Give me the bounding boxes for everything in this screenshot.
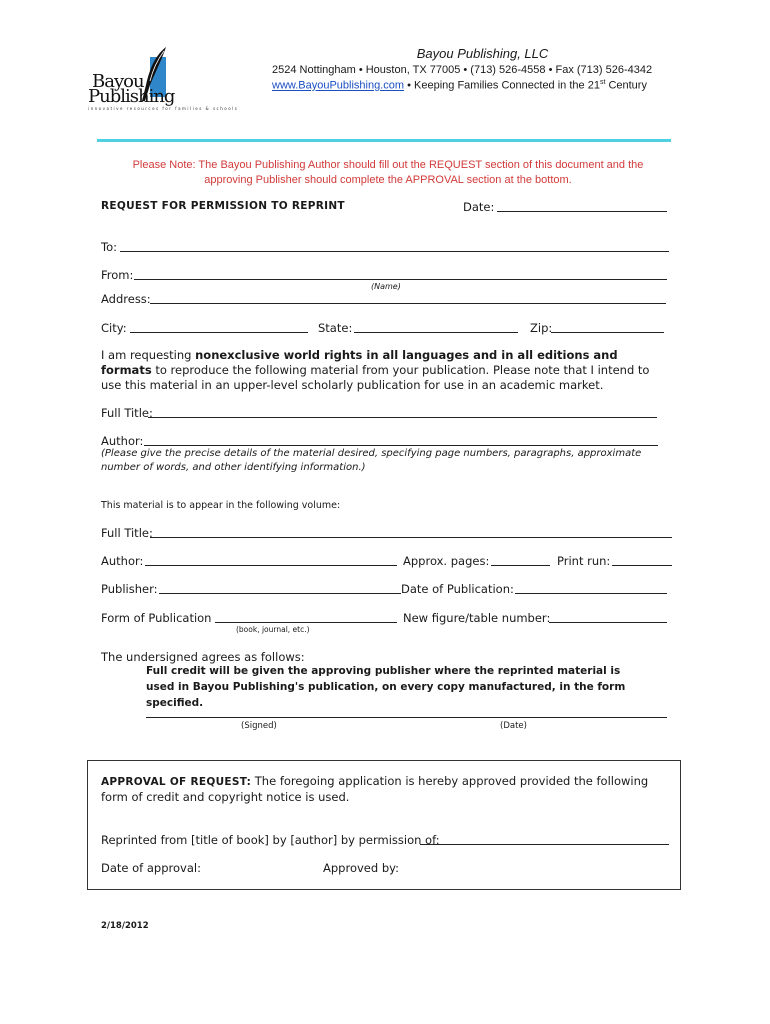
full-title-field[interactable] [148, 417, 657, 418]
form-pub-field[interactable] [215, 622, 397, 623]
approval-text: The foregoing application is hereby approved provided the following form of credit and copyright notice is used. [101, 774, 649, 804]
footer-date: 2/18/2012 [101, 921, 149, 931]
approval-paragraph [101, 774, 666, 805]
date-pub-label: Date of Publication: [401, 582, 514, 596]
zip-label: Zip: [530, 321, 553, 335]
vol-author-field[interactable] [145, 565, 397, 566]
publisher-label: Publisher: [101, 582, 158, 596]
print-run-label: Print run: [557, 554, 611, 568]
request-title: REQUEST FOR PERMISSION TO REPRINT [101, 200, 345, 212]
name-hint: (Name) [371, 282, 401, 291]
para-pre: I am requesting [101, 348, 196, 362]
para-post: to reproduce the following material from your publication. Please note that I intend to use this material in an upper-level scholarly publication for use in an academic market. [101, 363, 650, 392]
state-field[interactable] [354, 332, 518, 333]
slogan-sup: st [599, 79, 606, 86]
logo-tagline: innovative resources for families & schools [88, 106, 239, 111]
vol-author-label: Author: [101, 554, 144, 568]
credit-text: Full credit will be given the approving publisher where the reprinted material is used in Bayou Publishing's publication, on every copy manufactured, in the form specified. [146, 665, 626, 709]
date-approval-label: Date of approval: [101, 861, 201, 875]
website-line [272, 79, 647, 92]
para-bold: nonexclusive world rights in all languages and in all editions and formats [101, 348, 618, 377]
from-label: From: [101, 268, 134, 282]
approx-pages-field[interactable] [491, 565, 550, 566]
form-pub-label: Form of Publication [101, 611, 212, 625]
details-hint: (Please give the precise details of the material desired, specifying page numbers, paragraphs, approximate number of words, and other identifying information.) [101, 448, 642, 473]
address-label: Address: [101, 292, 151, 306]
vol-full-title-label: Full Title: [101, 526, 153, 540]
city-field[interactable] [130, 332, 308, 333]
logo-word-bayou: Bayou [92, 71, 144, 92]
publisher-field[interactable] [159, 593, 401, 594]
instruction-note: Please Note: The Bayou Publishing Author should fill out the REQUEST section of this document and the approving Publisher should complete the APPROVAL section at the bottom. [132, 159, 644, 186]
approval-title: APPROVAL OF REQUEST: [101, 776, 252, 788]
request-paragraph [101, 348, 671, 393]
agrees-text: The undersigned agrees as follows: [101, 650, 305, 664]
signed-hint: (Signed) [241, 721, 277, 731]
approx-pages-label: Approx. pages: [403, 554, 490, 568]
signature-line[interactable] [146, 717, 667, 718]
company-address: 2524 Nottingham • Houston, TX 77005 • (713) 526-4558 • Fax (713) 526-4342 [272, 64, 653, 76]
from-field[interactable] [134, 279, 667, 280]
state-label: State: [318, 321, 353, 335]
vol-full-title-field[interactable] [150, 537, 672, 538]
new-figure-field[interactable] [549, 622, 667, 623]
address-field[interactable] [150, 303, 666, 304]
date-pub-field[interactable] [515, 593, 667, 594]
approved-by-label: Approved by: [323, 861, 399, 875]
header-divider [97, 139, 671, 142]
city-label: City: [101, 321, 127, 335]
date-field[interactable] [497, 211, 667, 212]
form-hint: (book, journal, etc.) [236, 625, 310, 634]
print-run-field[interactable] [612, 565, 672, 566]
reprinted-field[interactable] [420, 844, 669, 845]
zip-field[interactable] [551, 332, 664, 333]
author-label: Author: [101, 434, 144, 448]
website-link[interactable]: www.BayouPublishing.com [272, 79, 405, 92]
full-title-label: Full Title: [101, 406, 153, 420]
logo-word-publishing: Publishing [88, 86, 175, 107]
reprinted-label: Reprinted from [title of book] by [author] by permission of: [101, 833, 440, 847]
company-name: Bayou Publishing, LLC [416, 46, 549, 61]
slogan-end: Century [605, 79, 647, 92]
to-label: To: [101, 240, 117, 254]
slogan-text: • Keeping Families Connected in the 21 [404, 79, 600, 92]
author-field[interactable] [144, 445, 658, 446]
new-figure-label: New figure/table number: [403, 611, 551, 625]
to-field[interactable] [120, 251, 669, 252]
date-label: Date: [463, 200, 495, 214]
volume-intro: This material is to appear in the following volume: [101, 500, 341, 511]
date-hint: (Date) [500, 721, 527, 731]
